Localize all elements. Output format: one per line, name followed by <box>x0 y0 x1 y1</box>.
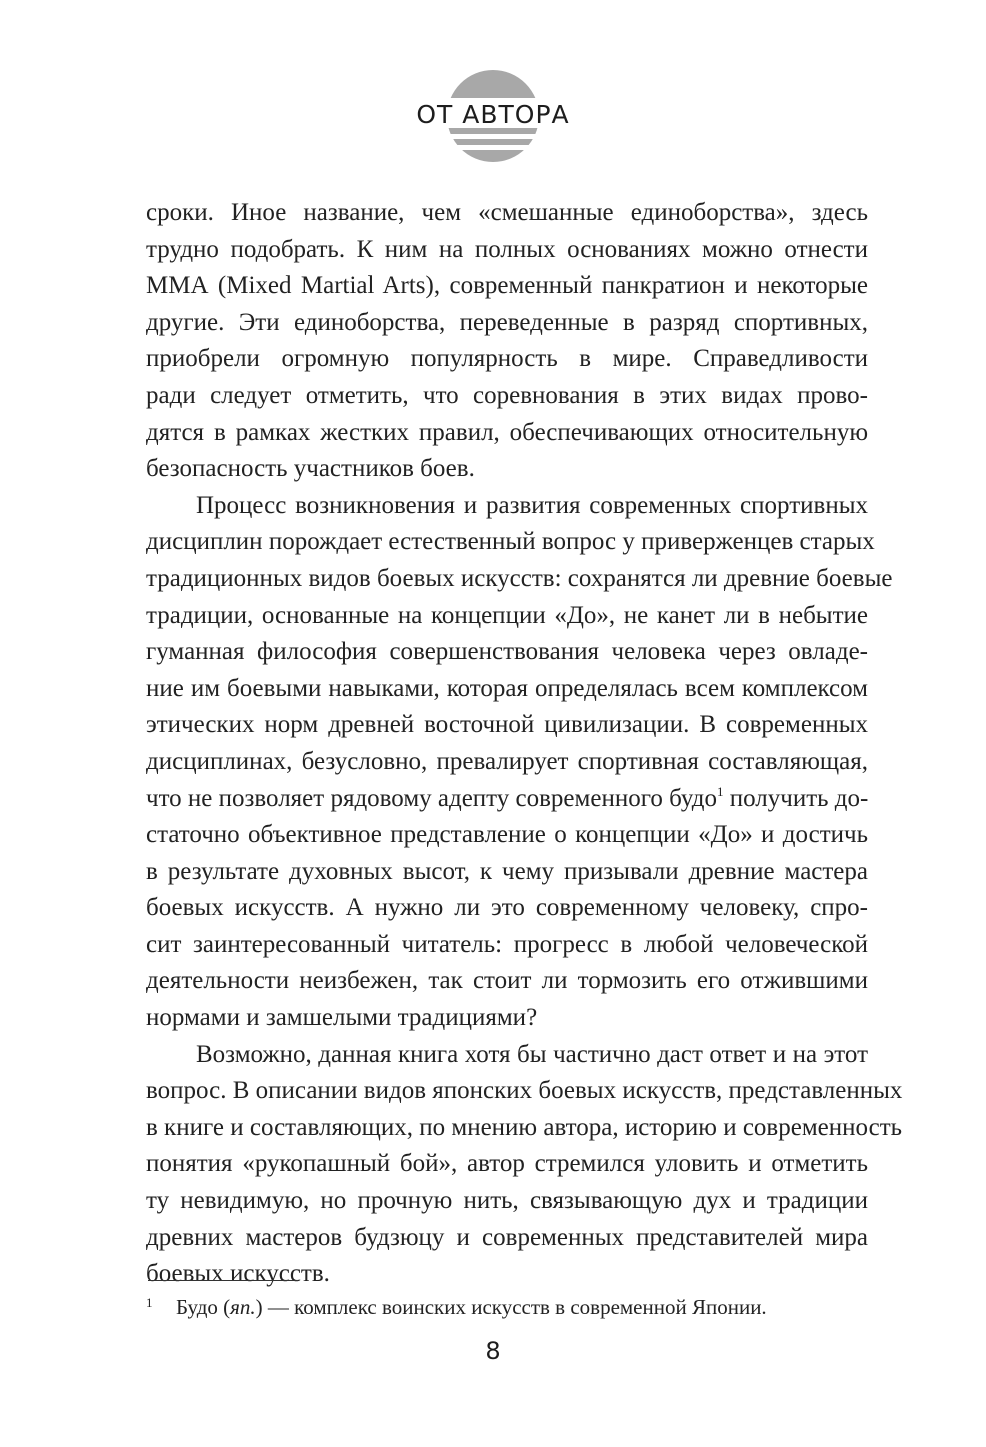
text-line: боевых искусств. А нужно ли это современному человеку, спро- <box>146 894 868 922</box>
text-line: статочно объективное представление о концепции «До» и достичь <box>146 821 868 849</box>
text-line: традиции, основанные на концепции «До», не канет ли в небытие <box>146 601 868 629</box>
text-line: Возможно, данная книга хотя бы частично даст ответ и на этот <box>196 1040 868 1068</box>
text-line: традиционных видов боевых искусств: сохранятся ли древние боевые <box>146 564 893 592</box>
body-text <box>146 195 903 1293</box>
text-line: в книге и составляющих, по мнению автора, историю и современность <box>146 1113 903 1141</box>
text-line: ние им боевыми навыками, которая определялась всем комплексом <box>146 674 868 702</box>
text-segment: получить до- <box>729 784 869 812</box>
footnote-italic: яп. <box>230 1295 256 1319</box>
footnote-text: Будо ( <box>176 1295 231 1319</box>
text-line: сроки. Иное название, чем «смешанные единоборства», здесь <box>146 199 868 226</box>
text-line: ту невидимую, но прочную нить, связывающую дух и традиции <box>146 1187 868 1215</box>
footnote: 1 Будо (яп.) — комплекс воинских искусств в современной Японии. <box>146 1295 767 1319</box>
footnote-text: ) — комплекс воинских искусств в современной Японии. <box>255 1295 767 1319</box>
footnote-reference[interactable]: 1 <box>717 783 724 799</box>
text-line: сит заинтересованный читатель: прогресс в любой человеческой <box>146 930 868 958</box>
text-line: древних мастеров будзюцу и современных представителей мира <box>146 1223 868 1251</box>
text-line: вопрос. В описании видов японских боевых искусств, представленных <box>146 1077 903 1105</box>
text-segment: что не позволяет рядовому адепту современного будо <box>146 784 717 812</box>
text-line: деятельности неизбежен, так стоит ли тормозить его отжившими <box>146 967 868 995</box>
text-line: нормами и замшелыми традициями? <box>146 1004 538 1032</box>
text-line: безопасность участников боев. <box>146 455 475 483</box>
text-line: гуманная философия совершенствования человека через овладе- <box>146 638 868 666</box>
text-line: дятся в рамках жестких правил, обеспечивающих относительную <box>146 418 868 446</box>
page-number: 8 <box>485 1337 501 1365</box>
text-line: дисциплинах, безусловно, превалирует спортивная составляющая, <box>146 747 868 775</box>
text-line: дисциплин порождает естественный вопрос у приверженцев старых <box>146 528 875 556</box>
text-line: ради следует отметить, что соревнования в этих видах прово- <box>146 381 868 409</box>
text-line: трудно подобрать. К ним на полных основаниях можно отнести <box>146 235 868 263</box>
text-line: приобрели огромную популярность в мире. Справедливости <box>146 345 868 373</box>
text-line: Процесс возникновения и развития современных спортивных <box>196 491 868 519</box>
text-line: другие. Эти единоборства, переведенные в разряд спортивных, <box>146 308 868 336</box>
text-line: боевых искусств. <box>146 1260 330 1288</box>
chapter-title: ОТ АВТОРА <box>416 100 570 129</box>
text-line-with-footnote-ref <box>146 781 868 818</box>
text-line: понятия «рукопашный бой», автор стремился уловить и отметить <box>146 1150 868 1178</box>
text-line: ММА (Mixed Martial Arts), современный панкратион и некоторые <box>146 272 868 300</box>
footnote-divider <box>148 1280 298 1281</box>
text-line: этических норм древней восточной цивилизации. В современных <box>146 711 868 739</box>
text-line: в результате духовных высот, к чему призывали древние мастера <box>146 857 868 885</box>
